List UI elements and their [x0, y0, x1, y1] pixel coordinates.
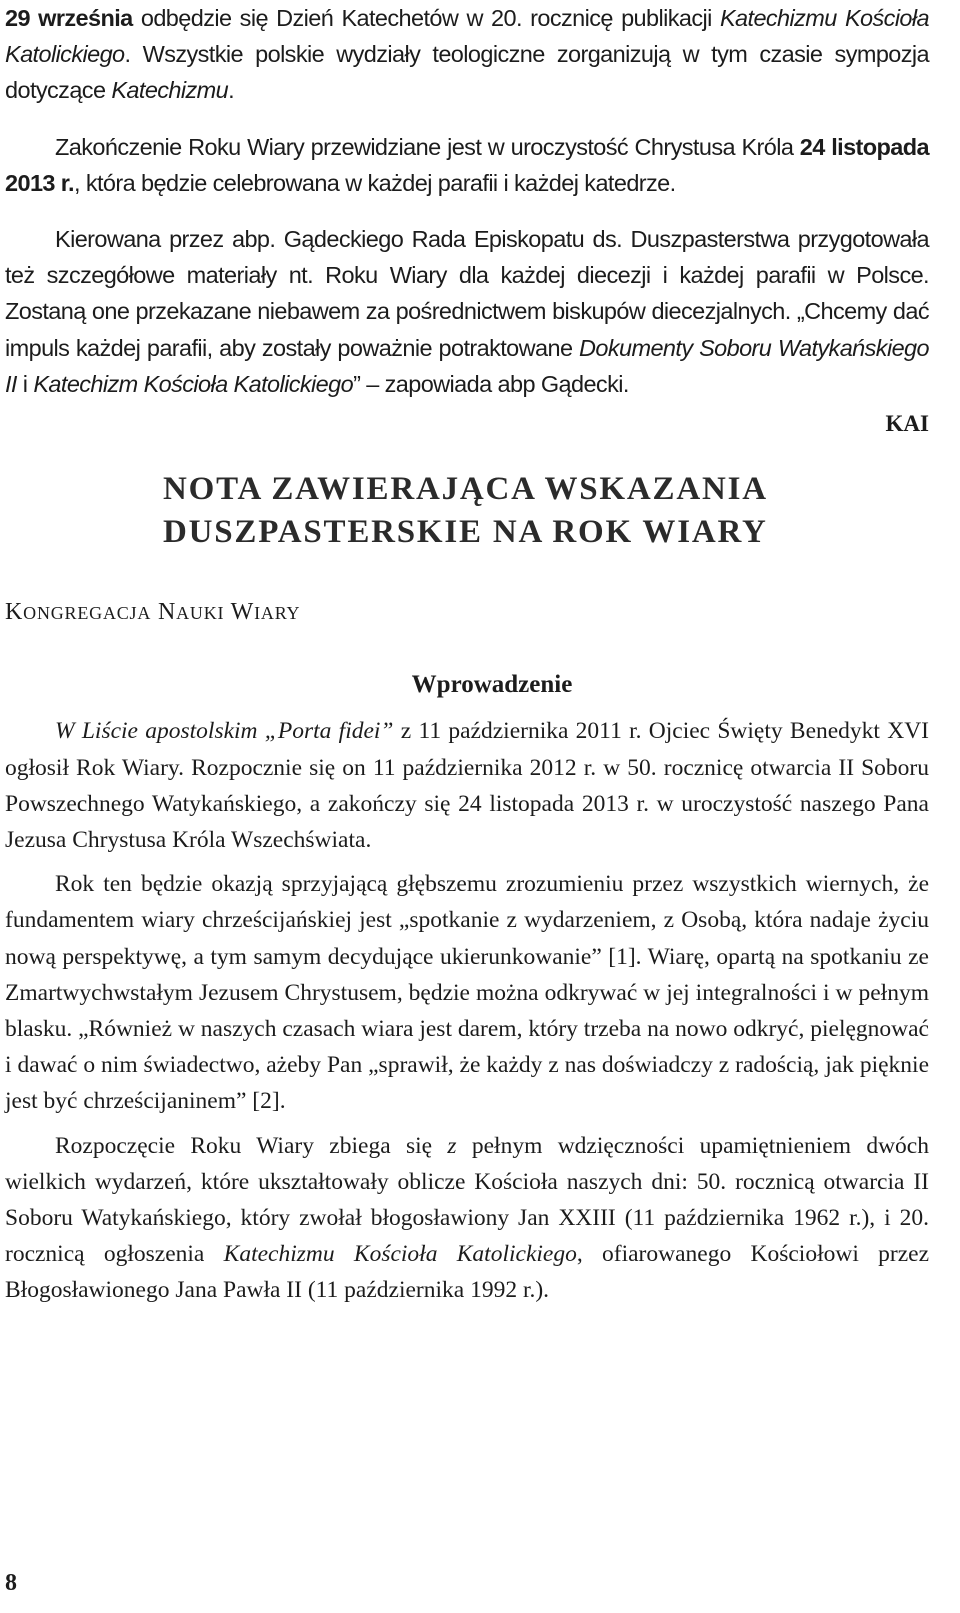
article-author: [5, 594, 929, 631]
article-paragraph: [5, 1128, 929, 1309]
text-run: ” – zapowiada abp Gądecki.: [353, 370, 629, 397]
text-run: .: [228, 77, 235, 104]
document-page: [5, 0, 929, 1613]
text-run: , która będzie celebrowana w każdej parafii i każdej katedrze.: [74, 169, 676, 196]
small-caps-run: IARY: [254, 603, 301, 624]
article-title-line: DUSZPASTERSKIE NA ROK WIARY: [163, 514, 768, 551]
source-credit: KAI: [885, 411, 929, 437]
text-run: i: [16, 370, 34, 397]
article-paragraph: [5, 866, 929, 1119]
text-run: W: [224, 599, 255, 626]
italic-run: Dokumenty Soboru Watykańskiego II: [5, 334, 929, 397]
page-number: 8: [5, 1570, 17, 1596]
text-run: Zakończenie Roku Wiary przewidziane jest w uroczystość Chrystusa Króla: [55, 133, 800, 160]
italic-run: Katechizmu Kościoła Katolickiego: [5, 5, 929, 68]
article-title-line: NOTA ZAWIERAJĄCA WSKAZANIA: [163, 471, 768, 508]
article-paragraph: [5, 713, 929, 858]
text-run: pełnym wdzięczności upamiętnieniem dwóch wielkich wydarzeń, które ukształtowały oblicze Kościoła naszych dni: 50. rocznicą otwarcia II Soboru Watykańskiego, który zwołał błogosławiony Jan XXIII (11 października 1962 r.), i 20. rocznicą ogłoszenia: [5, 1132, 929, 1268]
text-run: K: [5, 599, 24, 626]
text-run: z 11 października 2011 r. Ojciec Święty Benedykt XVI ogłosił Rok Wiary. Rozpocznie się on 11 października 2012 r. w 50. rocznicę otwarcia II Soboru Powszechnego Watykańskiego, a zakończy się 24 listopada 2013 r. w uroczystość naszego Pana Jezusa Chrystusa Króla Wszechświata.: [5, 718, 929, 854]
article-body: [5, 713, 929, 1308]
text-run: Kierowana przez abp. Gądeckiego Rada Episkopatu ds. Duszpasterstwa przygotowała też szczegółowe materiały nt. Roku Wiary dla każdej diecezji i każdej parafii w Polsce. Zostaną one przekazane niebawem za pośrednictwem biskupów diecezjalnych. „Chcemy dać impuls każdej parafii, aby zostały poważnie potraktowane: [5, 226, 929, 361]
italic-run: W Liście apostolskim „Porta fidei”: [55, 718, 394, 745]
italic-run: Katechizmu: [111, 77, 229, 104]
bold-run: 24 listopada 2013 r.: [5, 133, 929, 196]
section-heading: Wprowadzenie: [411, 671, 573, 699]
news-paragraph: [5, 129, 929, 201]
bold-run: 29 września: [5, 5, 133, 31]
news-paragraph: [5, 0, 929, 109]
text-run: . Wszystkie polskie wydziały teologiczne zorganizują w tym czasie sympozja dotyczące: [5, 41, 929, 104]
text-run: , ofiarowanego Kościołowi przez Błogosławionego Jana Pawła II (11 października 1992 r.).: [5, 1241, 929, 1304]
italic-run: Katechizmu Kościoła Katolickiego: [223, 1241, 577, 1268]
text-run: odbędzie się Dzień Katechetów w 20. rocznicę publikacji: [132, 5, 720, 31]
news-paragraph: [5, 221, 929, 402]
small-caps-run: AUKI: [176, 603, 225, 624]
news-section: [5, 0, 929, 402]
text-run: Rozpoczęcie Roku Wiary zbiega się: [55, 1132, 448, 1159]
text-run: N: [151, 599, 177, 626]
article-title: [163, 468, 929, 554]
italic-run: Katechizm Kościoła Katolickiego: [33, 370, 354, 397]
italic-run: z: [447, 1132, 457, 1159]
small-caps-run: ONGREGACJA: [23, 603, 152, 624]
text-run: Rok ten będzie okazją sprzyjającą głębszemu zrozumieniu przez wszystkich wiernych, że fundamentem wiary chrześcijańskiej jest „spotkanie z wydarzeniem, z Osobą, która nadaje życiu nową perspektywę, a tym samym decydujące ukierunkowanie” [1]. Wiarę, opartą na spotkaniu ze Zmartwychwstałym Jezusem Chrystusem, będzie można odkrywać w jej integralności i w pełnym blasku. „Również w naszych czasach wiara jest darem, który trzeba na nowo odkryć, pielęgnować i dawać o nim świadectwo, ażeby Pan „sprawił, że każdy z nas doświadczy z radością, jak pięknie jest być chrześcijaninem” [2].: [5, 871, 929, 1115]
